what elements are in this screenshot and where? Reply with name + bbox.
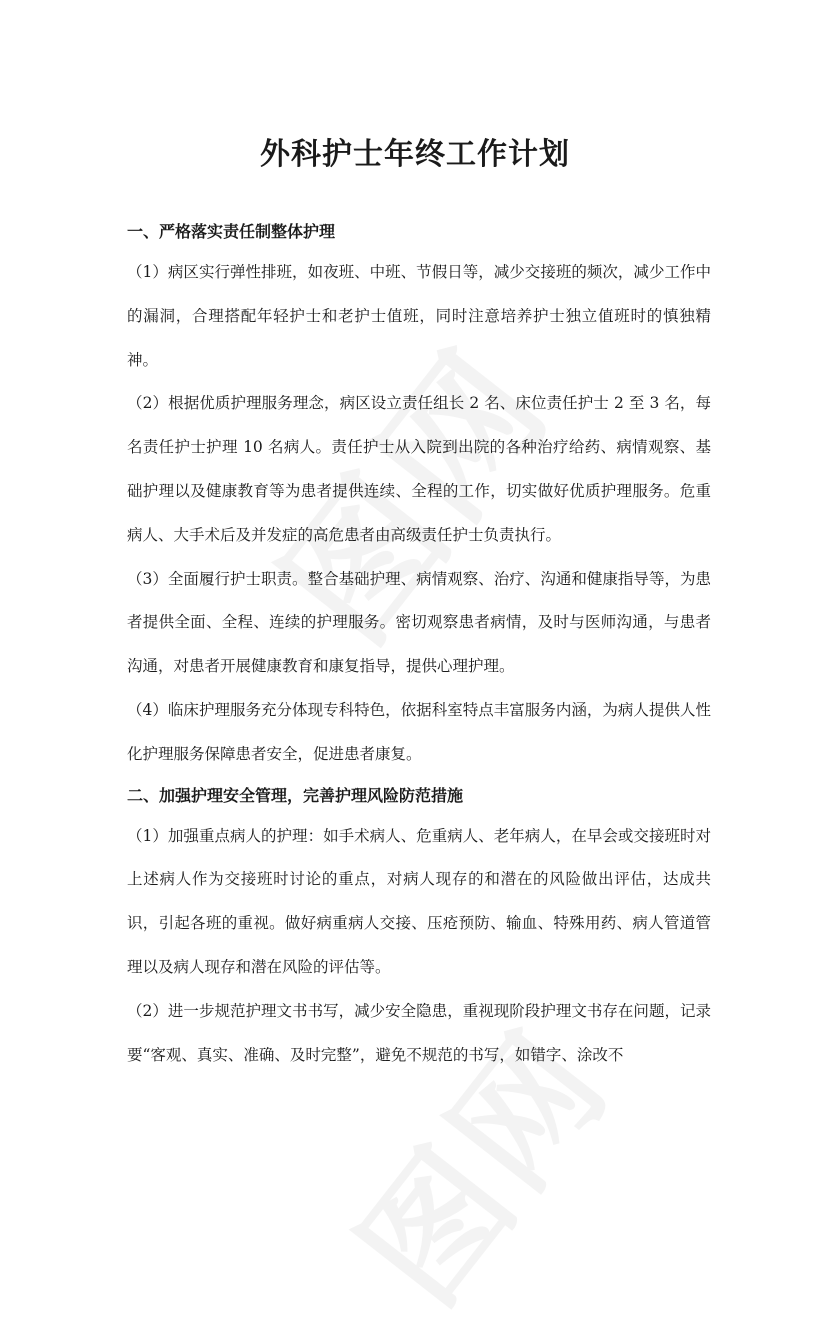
document-title: 外科护士年终工作计划 — [260, 137, 570, 173]
paragraph: （4）临床护理服务充分体现专科特色，依据科室特点丰富服务内涵，为病人提供人性化护理服务保障患者安全，促进患者康复。 — [127, 700, 711, 763]
paragraph: （1）加强重点病人的护理：如手术病人、危重病人、老年病人，在早会或交接班时对上述病人作为交接班时讨论的重点，对病人现存的和潜在的风险做出评估，达成共识，引起各班的重视。做好病重病人交接、压疮预防、输血、特殊用药、病人管道管理以及病人现存和潜在风险的评估等。 — [127, 826, 711, 976]
paragraph: （3）全面履行护士职责。整合基础护理、病情观察、治疗、沟通和健康指导等，为患者提供全面、全程、连续的护理服务。密切观察患者病情，及时与医师沟通，与患者沟通，对患者开展健康教育和康复指导，提供心理护理。 — [127, 569, 711, 676]
paragraph: （1）病区实行弹性排班，如夜班、中班、节假日等，减少交接班的频次，减少工作中的漏洞，合理搭配年轻护士和老护士值班，同时注意培养护士独立值班时的慎独精神。 — [127, 263, 711, 369]
section-2 — [127, 777, 711, 1078]
section-heading: 一、严格落实责任制整体护理 — [127, 222, 336, 241]
section-heading: 二、加强护理安全管理，完善护理风险防范措施 — [127, 785, 464, 805]
paragraph: （2）根据优质护理服务理念，病区设立责任组长 2 名、床位责任护士 2 至 3 名，每名责任护士护理 10 名病人。责任护士从入院到出院的各种治疗给药、病情观察、基础护理以及健康教育等为患者提供连续、全程的工作，切实做好优质护理服务。危重病人、大手术后及并发症的高危患者由高级责任护士负责执行。 — [127, 394, 711, 544]
section-1 — [127, 213, 711, 777]
paragraph: （2）进一步规范护理文书书写，减少安全隐患，重视现阶段护理文书存在问题，记录要“客观、真实、准确、及时完整”，避免不规范的书写，如错字、涂改不 — [127, 1001, 711, 1064]
document-body — [127, 213, 711, 1077]
